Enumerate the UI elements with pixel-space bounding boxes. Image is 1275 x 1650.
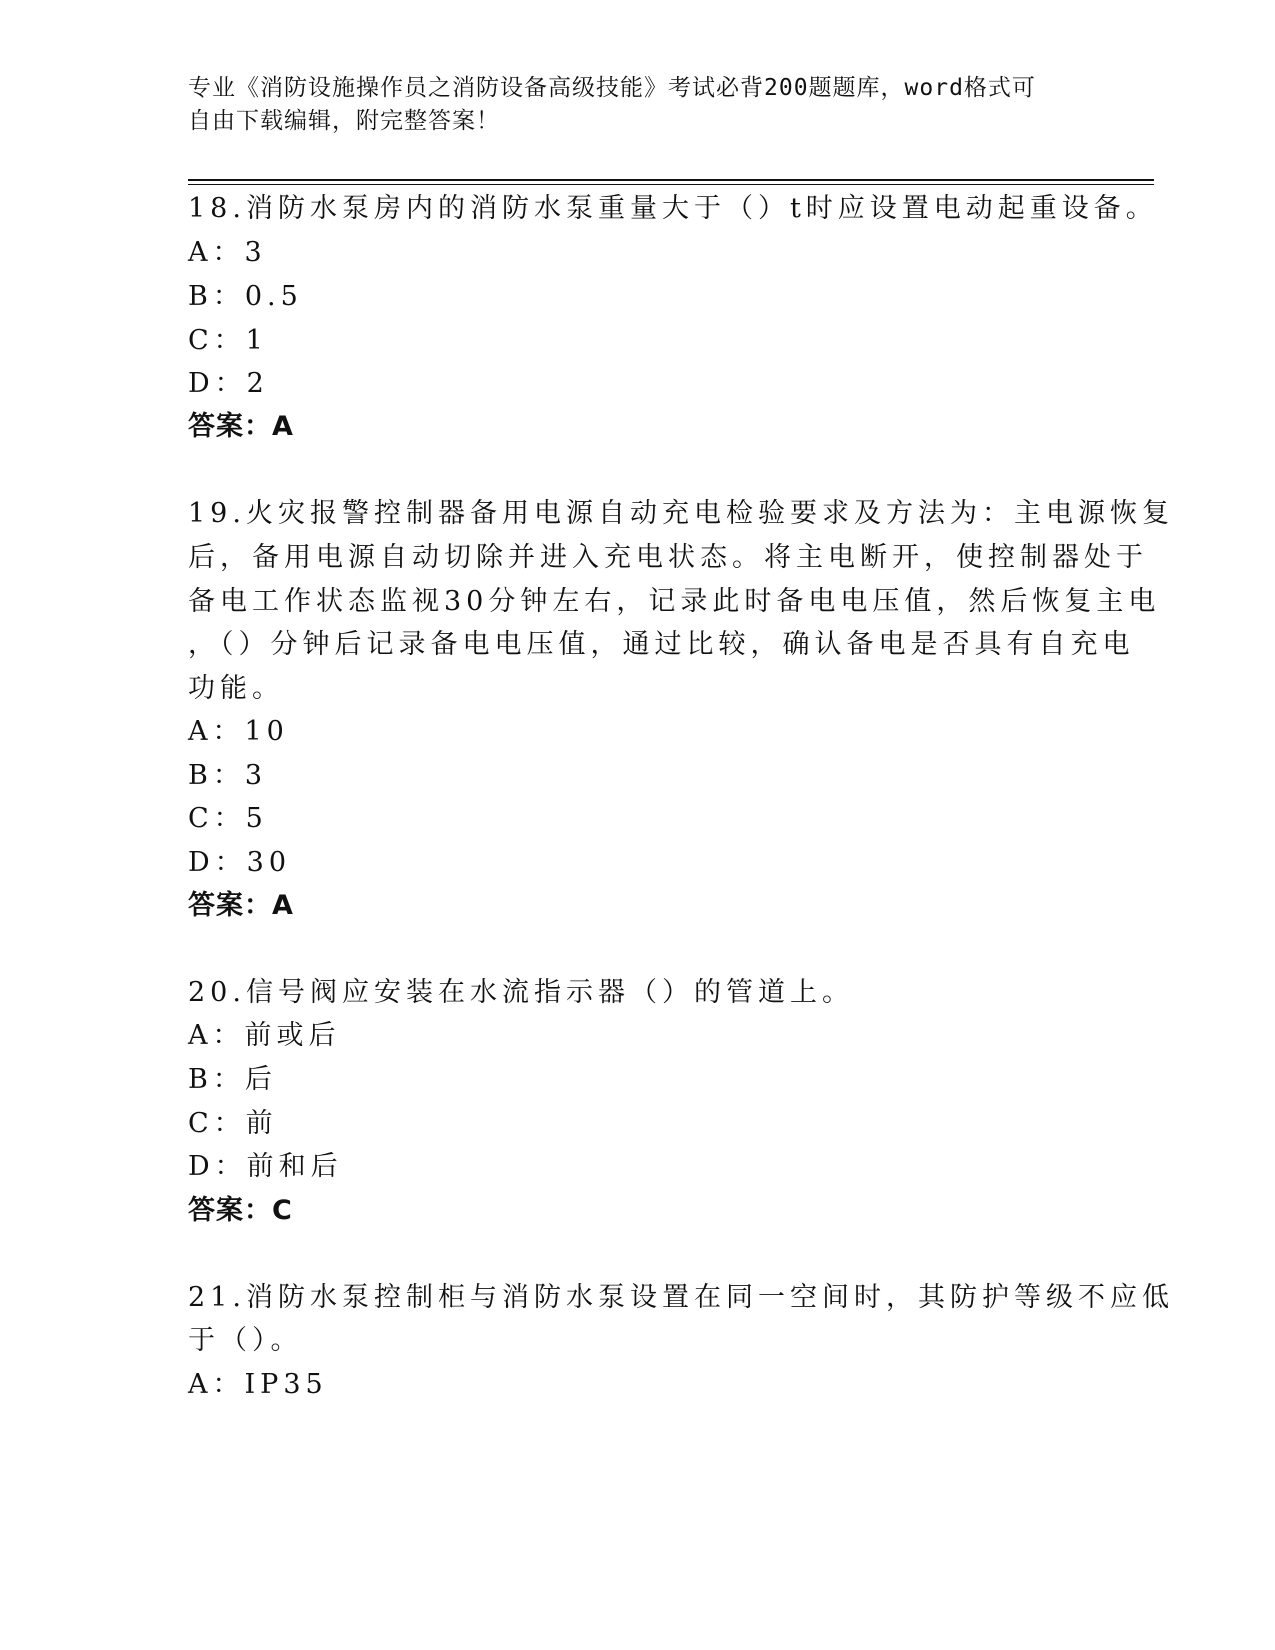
document-header [188, 72, 1068, 138]
question-stem-line-3: 备电工作状态监视30分钟左右，记录此时备电电压值，然后恢复主电 [188, 586, 1161, 617]
option-d: D：前和后 [188, 1151, 343, 1182]
option-a: A：IP35 [188, 1369, 328, 1400]
answer-label: 答案：A [188, 411, 294, 442]
header-divider-thick [188, 179, 1154, 181]
question-stem-line-4: ，（）分钟后记录备电电压值，通过比较，确认备电是否具有自充电 [188, 629, 1135, 660]
option-b: B：3 [188, 760, 268, 791]
question-stem-line-1: 21.消防水泵控制柜与消防水泵设置在同一空间时，其防护等级不应低 [188, 1282, 1174, 1313]
question-stem-line-5: 功能。 [188, 673, 284, 704]
option-a: A：10 [188, 716, 289, 747]
option-c: C：前 [188, 1108, 278, 1139]
option-c: C：5 [188, 803, 268, 834]
option-a: A：3 [188, 237, 267, 268]
answer-label: 答案：C [188, 1195, 293, 1226]
header-line-2: 自由下载编辑，附完整答案！ [188, 108, 500, 134]
header-line-1: 专业《消防设施操作员之消防设备高级技能》考试必背200题题库，word格式可 [188, 75, 1036, 101]
answer-label: 答案：A [188, 890, 294, 921]
option-d: D：30 [188, 847, 292, 878]
option-b: B：后 [188, 1064, 277, 1095]
question-stem-line-2: 后，备用电源自动切除并进入充电状态。将主电断开，使控制器处于 [188, 542, 1148, 573]
option-b: B：0.5 [188, 281, 303, 312]
question-stem: 20.信号阀应安装在水流指示器（）的管道上。 [188, 977, 854, 1008]
option-c: C：1 [188, 325, 268, 356]
question-stem-line-1: 19.火灾报警控制器备用电源自动充电检验要求及方法为：主电源恢复 [188, 498, 1174, 529]
option-d: D：2 [188, 368, 269, 399]
question-stem: 18.消防水泵房内的消防水泵重量大于（）t时应设置电动起重设备。 [188, 193, 1158, 224]
question-stem-line-2: 于（）。 [188, 1325, 303, 1356]
option-a: A：前或后 [188, 1020, 341, 1051]
header-divider-thin [188, 184, 1154, 185]
